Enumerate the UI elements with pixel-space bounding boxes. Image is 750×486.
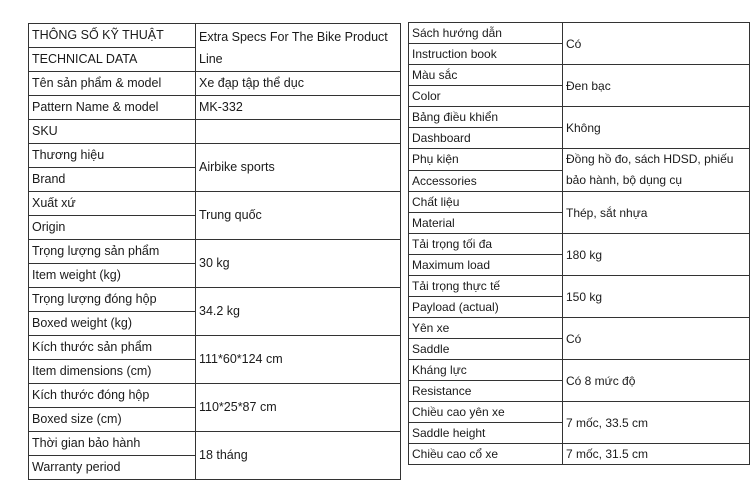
spec-label-en: Resistance bbox=[409, 381, 563, 402]
spec-label-vi: Yên xe bbox=[409, 318, 563, 339]
spec-label-en: Dashboard bbox=[409, 128, 563, 149]
spec-value: 34.2 kg bbox=[196, 288, 401, 336]
spec-value: Trung quốc bbox=[196, 192, 401, 240]
spec-label-en: Boxed weight (kg) bbox=[29, 312, 196, 336]
spec-value: Có bbox=[563, 318, 750, 360]
spec-label-en: Boxed size (cm) bbox=[29, 408, 196, 432]
spec-label-en: Origin bbox=[29, 216, 196, 240]
spec-label-vi: Chất liệu bbox=[409, 192, 563, 213]
spec-value: 18 tháng bbox=[196, 432, 401, 480]
spec-value: 111*60*124 cm bbox=[196, 336, 401, 384]
spec-value: Có 8 mức độ bbox=[563, 360, 750, 402]
spec-value: 150 kg bbox=[563, 276, 750, 318]
spec-label-en: Warranty period bbox=[29, 456, 196, 480]
spec-label-vi: Màu sắc bbox=[409, 65, 563, 86]
spec-label-vi: Tải trọng thực tế bbox=[409, 276, 563, 297]
spec-label-vi: Trọng lượng sản phẩm bbox=[29, 240, 196, 264]
spec-label-vi: Xuất xứ bbox=[29, 192, 196, 216]
spec-label-en: Item dimensions (cm) bbox=[29, 360, 196, 384]
spec-label-en: Material bbox=[409, 213, 563, 234]
spec-value: 110*25*87 cm bbox=[196, 384, 401, 432]
spec-value: Thép, sắt nhựa bbox=[563, 192, 750, 234]
header-label-en: TECHNICAL DATA bbox=[29, 48, 196, 72]
spec-table-left bbox=[28, 23, 401, 480]
spec-label: Tên sản phẩm & model bbox=[29, 72, 196, 96]
spec-label-vi: Kích thước sản phẩm bbox=[29, 336, 196, 360]
header-label-vi: THÔNG SỐ KỸ THUẬT bbox=[29, 24, 196, 48]
spec-label-en: Accessories bbox=[409, 170, 563, 192]
spec-label-vi: Kích thước đóng hộp bbox=[29, 384, 196, 408]
spec-label-vi: Tải trọng tối đa bbox=[409, 234, 563, 255]
spec-value: 7 mốc, 31.5 cm bbox=[563, 444, 750, 465]
spec-table-right bbox=[408, 22, 750, 465]
spec-value: Đồng hồ đo, sách HDSD, phiếu bảo hành, bộ dụng cụ bbox=[563, 149, 750, 192]
spec-label-vi: Trọng lượng đóng hộp bbox=[29, 288, 196, 312]
spec-label-en: Brand bbox=[29, 168, 196, 192]
spec-label-en: Saddle bbox=[409, 339, 563, 360]
spec-label-vi: Chiều cao cổ xe bbox=[409, 444, 563, 465]
spec-label-en: Maximum load bbox=[409, 255, 563, 276]
spec-label-vi: Thời gian bảo hành bbox=[29, 432, 196, 456]
spec-label-en: Item weight (kg) bbox=[29, 264, 196, 288]
spec-label-en: Saddle height bbox=[409, 423, 563, 444]
header-value: Extra Specs For The Bike Product Line bbox=[196, 24, 401, 72]
spec-value: Xe đạp tập thể dục bbox=[196, 72, 401, 96]
spec-label-vi: Bảng điều khiển bbox=[409, 107, 563, 128]
spec-value: Có bbox=[563, 23, 750, 65]
spec-label-vi: Chiều cao yên xe bbox=[409, 402, 563, 423]
spec-label-vi: Phụ kiện bbox=[409, 149, 563, 171]
spec-label-en: Payload (actual) bbox=[409, 297, 563, 318]
spec-label: Pattern Name & model bbox=[29, 96, 196, 120]
spec-label-en: Instruction book bbox=[409, 44, 563, 65]
spec-label-vi: Thương hiệu bbox=[29, 144, 196, 168]
spec-value: MK-332 bbox=[196, 96, 401, 120]
spec-label: SKU bbox=[29, 120, 196, 144]
spec-label-vi: Kháng lực bbox=[409, 360, 563, 381]
spec-value: 180 kg bbox=[563, 234, 750, 276]
spec-value: Airbike sports bbox=[196, 144, 401, 192]
spec-label-vi: Sách hướng dẫn bbox=[409, 23, 563, 44]
spec-value: Đen bạc bbox=[563, 65, 750, 107]
spec-value bbox=[196, 120, 401, 144]
spec-value: 30 kg bbox=[196, 240, 401, 288]
spec-label-en: Color bbox=[409, 86, 563, 107]
spec-value: Không bbox=[563, 107, 750, 149]
spec-value: 7 mốc, 33.5 cm bbox=[563, 402, 750, 444]
